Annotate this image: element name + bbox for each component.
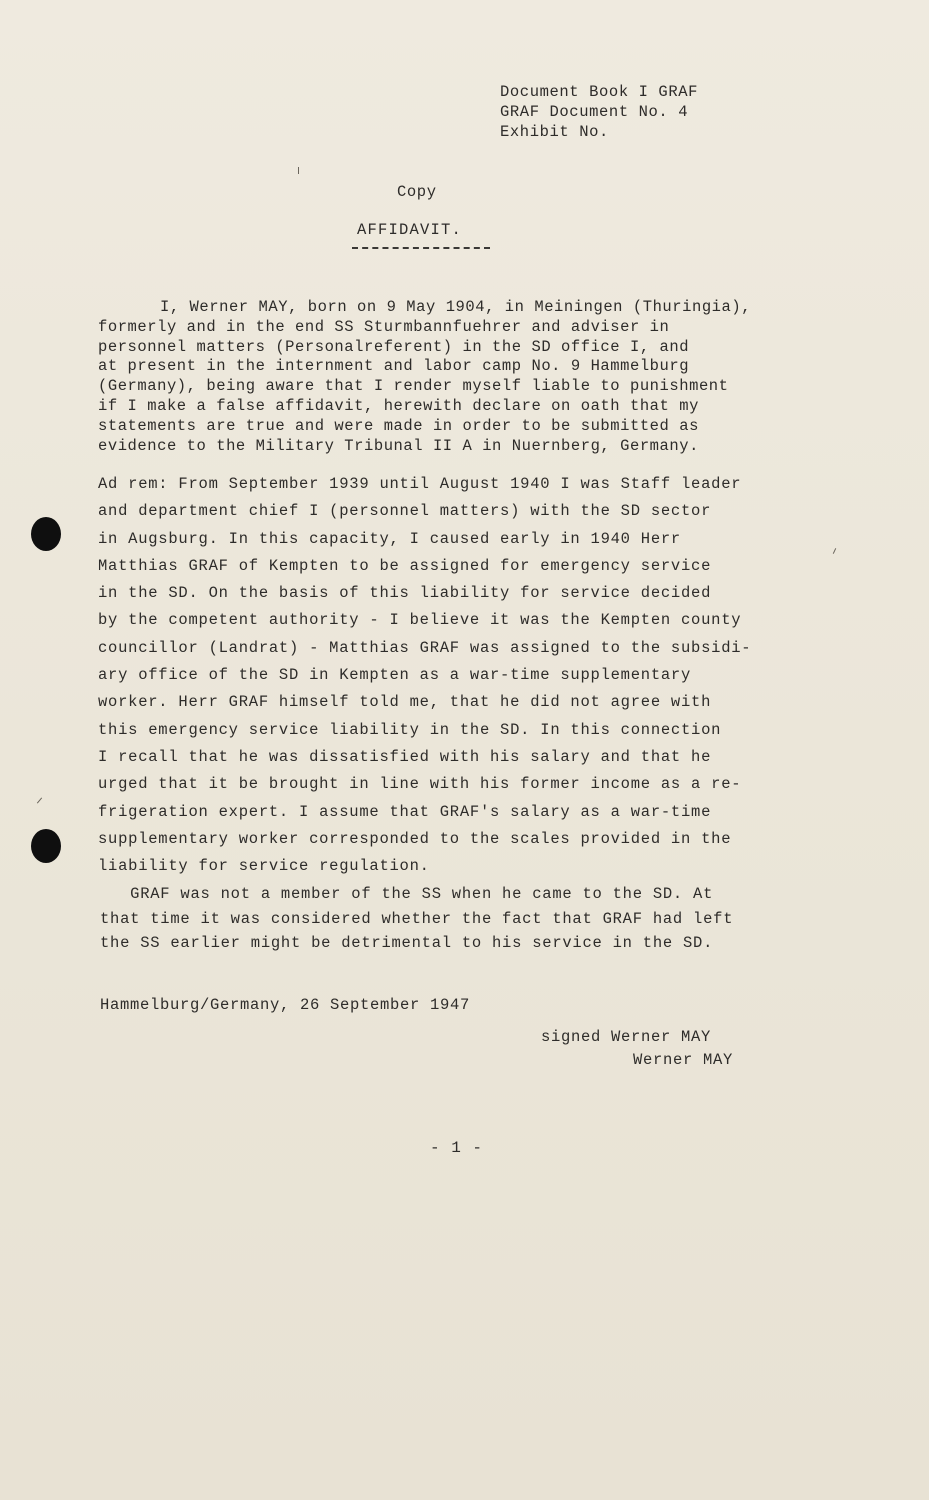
text-line: and department chief I (personnel matters) with the SD sector: [98, 502, 712, 521]
text-line: this emergency service liability in the SD. In this connection: [98, 720, 722, 739]
exhibit-number-line: Exhibit No.: [500, 123, 609, 141]
text-line: ary office of the SD in Kempten as a war-time supplementary: [98, 666, 692, 685]
affidavit-closing-paragraph: [100, 882, 860, 956]
text-line: that time it was considered whether the fact that GRAF had left: [100, 909, 734, 928]
punch-hole-lower: [31, 829, 61, 863]
affidavit-body: [98, 471, 858, 880]
signature-block: [541, 1026, 733, 1072]
text-line: (Germany), being aware that I render myself liable to punishment: [98, 377, 729, 396]
text-line: in Augsburg. In this capacity, I caused early in 1940 Herr: [98, 529, 681, 548]
text-line: at present in the internment and labor camp No. 9 Hammelburg: [98, 357, 690, 376]
text-line: I, Werner MAY, born on 9 May 1904, in Meiningen (Thuringia),: [160, 298, 752, 316]
stray-mark: [298, 167, 299, 174]
text-line: Ad rem: From September 1939 until August 1940 I was Staff leader: [98, 475, 742, 493]
text-line: statements are true and were made in order to be submitted as: [98, 416, 699, 435]
text-line: by the competent authority - I believe it was the Kempten county: [98, 611, 742, 630]
text-line: personnel matters (Personalreferent) in the SD office I, and: [98, 337, 690, 356]
text-line: frigeration expert. I assume that GRAF's salary as a war-time: [98, 802, 712, 821]
text-line: if I make a false affidavit, herewith declare on oath that my: [98, 396, 699, 415]
text-line: in the SD. On the basis of this liability for service decided: [98, 584, 712, 603]
affidavit-title: AFFIDAVIT.: [357, 221, 463, 239]
text-line: liability for service regulation.: [98, 857, 430, 876]
title-underline: [352, 247, 490, 249]
text-line: councillor (Landrat) - Matthias GRAF was assigned to the subsidi-: [98, 638, 752, 657]
text-line: Matthias GRAF of Kempten to be assigned for emergency service: [98, 556, 712, 575]
text-line: supplementary worker corresponded to the scales provided in the: [98, 829, 732, 848]
signature-name: Werner MAY: [633, 1051, 734, 1069]
copy-label: Copy: [397, 183, 437, 201]
document-book-line: Document Book I GRAF: [500, 83, 699, 101]
place-and-date: Hammelburg/Germany, 26 September 1947: [100, 996, 471, 1014]
document-reference-header: [500, 82, 698, 142]
document-number-line: GRAF Document No. 4: [500, 103, 689, 121]
punch-hole-upper: [31, 517, 61, 551]
page-number: - 1 -: [430, 1139, 484, 1157]
text-line: I recall that he was dissatisfied with his salary and that he: [98, 747, 712, 766]
text-line: the SS earlier might be detrimental to his service in the SD.: [100, 934, 714, 952]
text-line: worker. Herr GRAF himself told me, that he did not agree with: [98, 693, 712, 712]
text-line: urged that it be brought in line with his former income as a re-: [98, 775, 742, 794]
text-line: formerly and in the end SS Sturmbannfuehrer and adviser in: [98, 317, 670, 336]
affidavit-preamble: [98, 298, 858, 456]
text-line: GRAF was not a member of the SS when he came to the SD. At: [100, 885, 714, 903]
signed-line: signed Werner MAY: [541, 1028, 712, 1046]
stray-mark: [37, 797, 42, 803]
text-line: evidence to the Military Tribunal II A in Nuernberg, Germany.: [98, 436, 699, 455]
